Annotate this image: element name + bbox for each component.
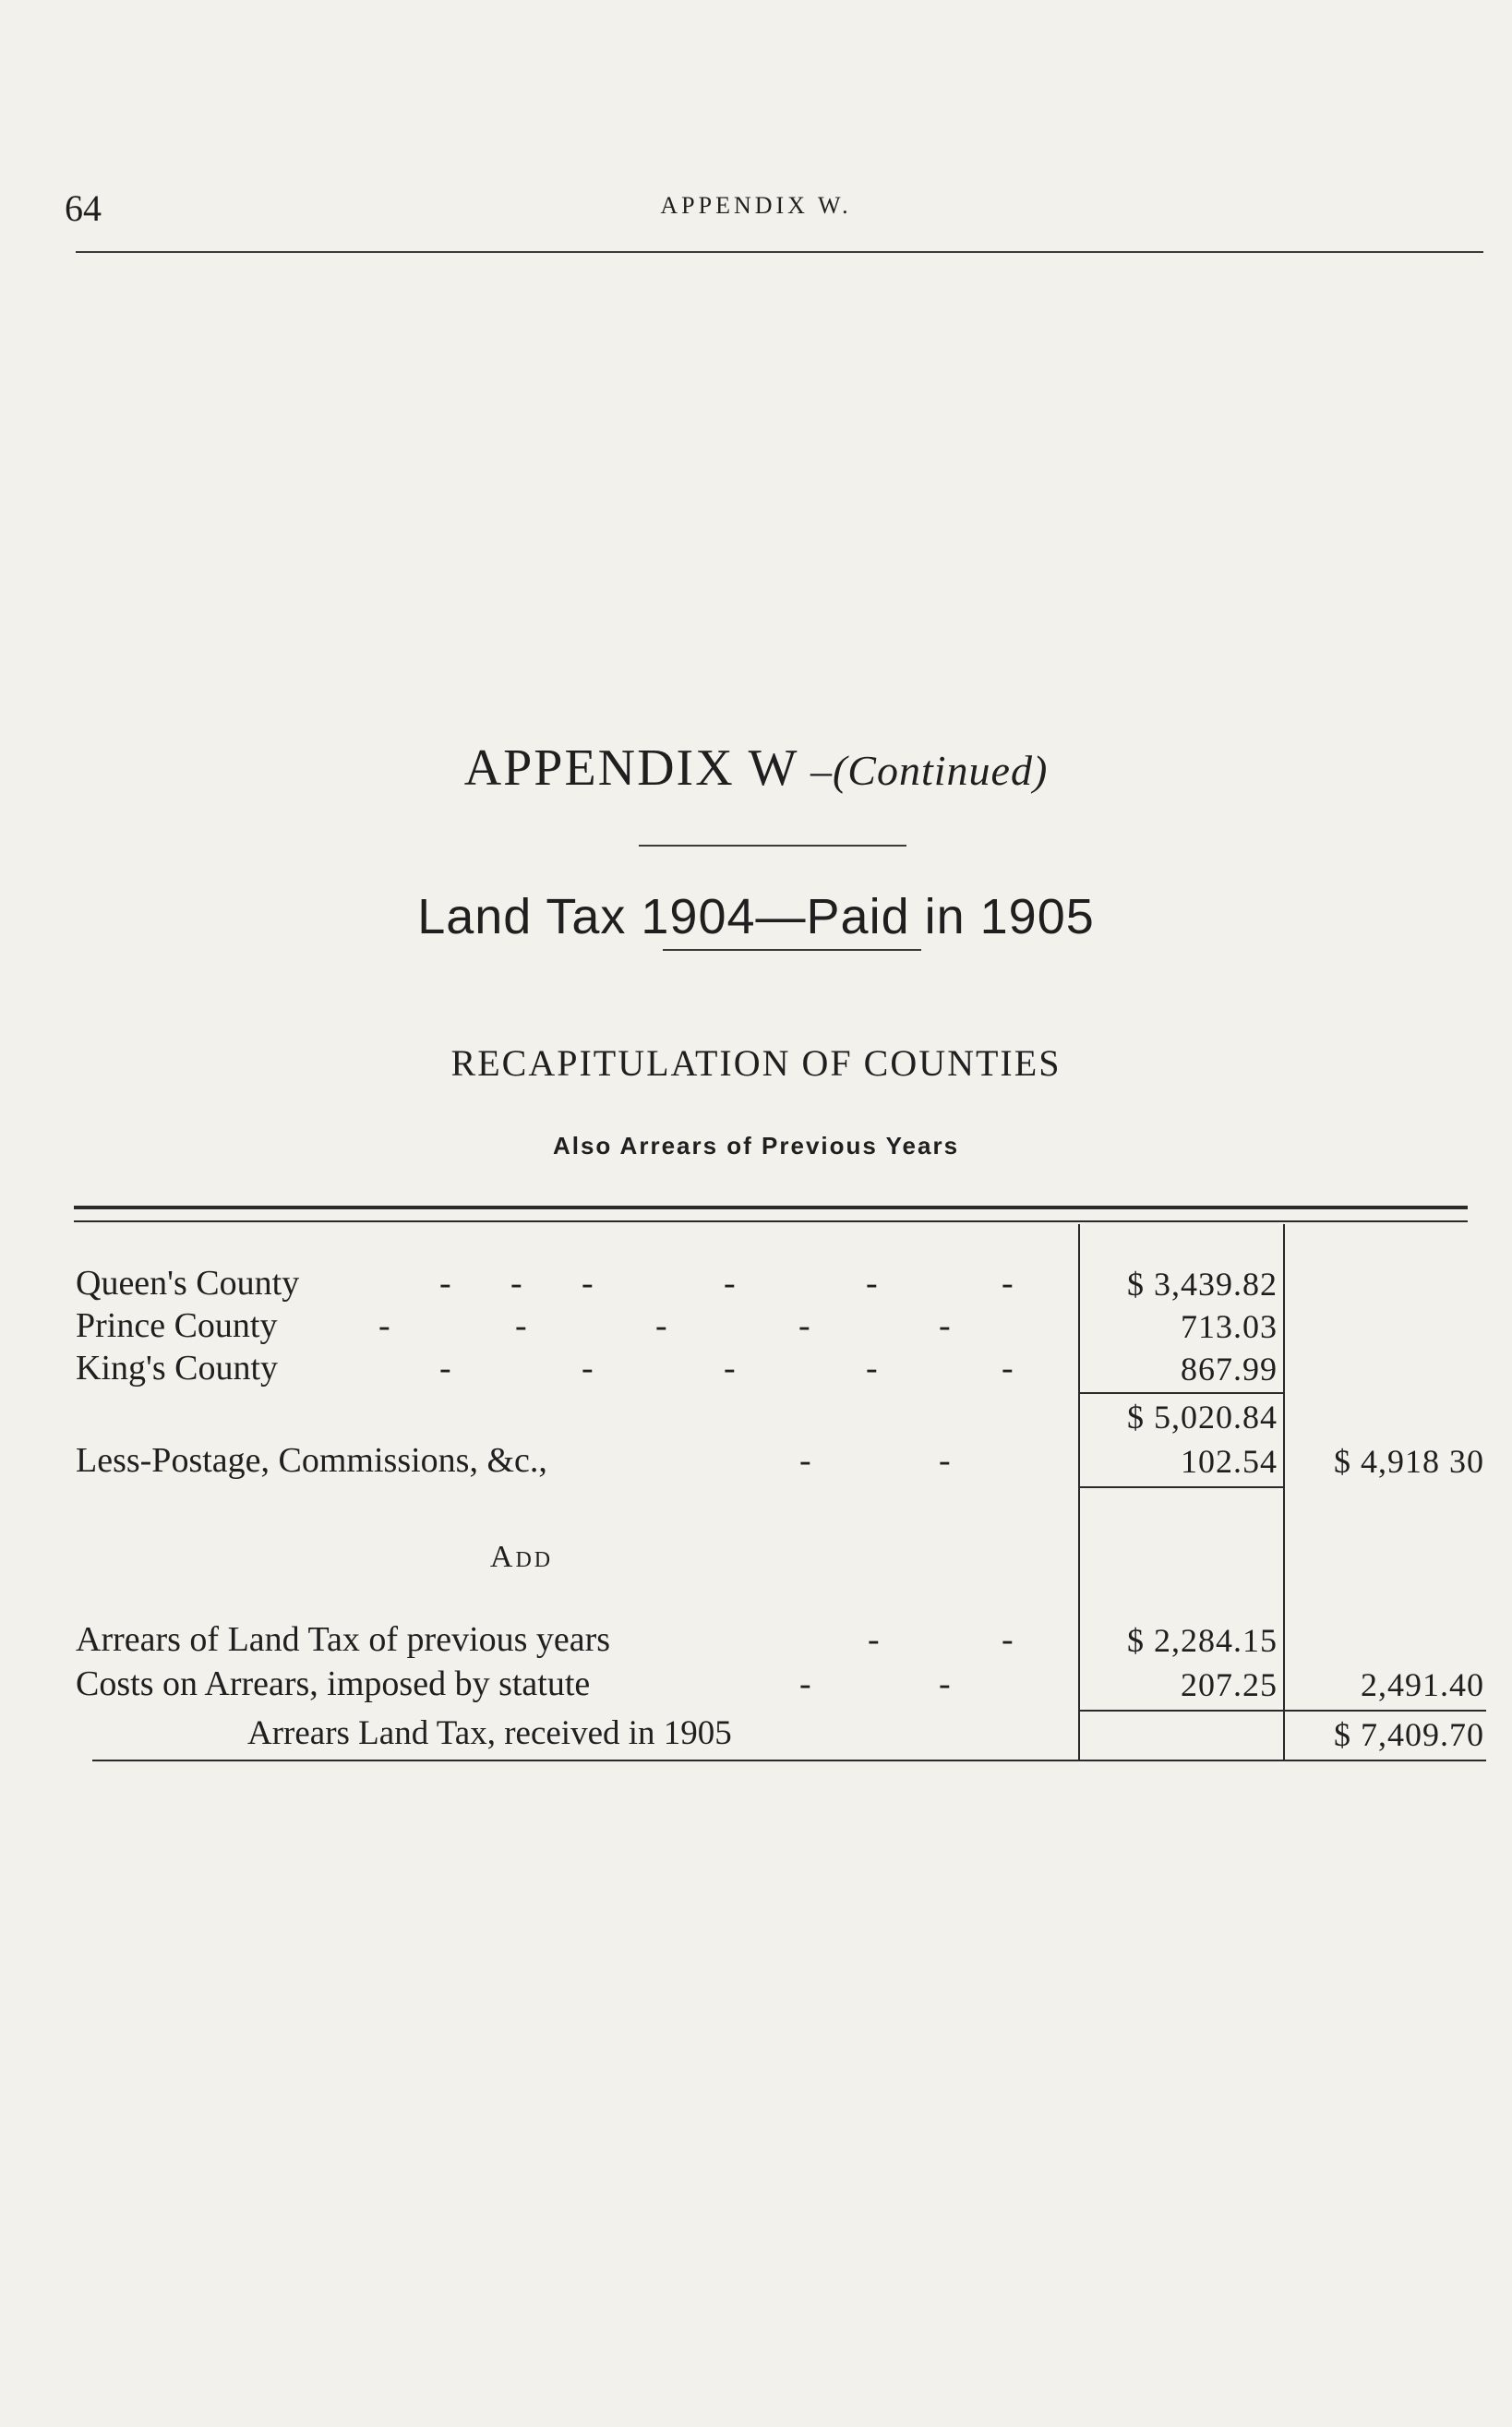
- row-kings-label: King's County: [76, 1349, 279, 1388]
- table-top-rule: [74, 1206, 1468, 1209]
- page-subtitle: Land Tax 1904—Paid in 1905: [417, 889, 1095, 944]
- leader-dash: -: [582, 1349, 594, 1388]
- add-heading: Add: [489, 1540, 554, 1574]
- row-queens-amount: $ 3,439.82: [1127, 1266, 1278, 1303]
- row-prince-amount: 713.03: [1181, 1308, 1278, 1345]
- row-total-label: Arrears Land Tax, received in 1905: [247, 1714, 732, 1752]
- appendix-title-continued: (Continued): [832, 747, 1049, 794]
- column-divider-2: [1283, 1224, 1285, 1760]
- leader-dash: -: [866, 1264, 878, 1303]
- leader-dash: -: [939, 1664, 951, 1703]
- less-rule: [1080, 1486, 1283, 1488]
- row-kings-amount: 867.99: [1181, 1351, 1278, 1388]
- row-costs-total: 2,491.40: [1361, 1666, 1484, 1703]
- leader-dash: -: [866, 1349, 878, 1388]
- leader-dash: -: [724, 1264, 736, 1303]
- row-arrears-label: Arrears of Land Tax of previous years: [76, 1620, 611, 1659]
- appendix-title: APPENDIX W –(Continued): [463, 739, 1049, 797]
- table-top-rule-thin: [74, 1220, 1468, 1222]
- leader-dash: -: [724, 1349, 736, 1388]
- row-prince-label: Prince County: [76, 1306, 278, 1345]
- leader-dash: -: [1002, 1620, 1014, 1659]
- column-divider-1: [1078, 1224, 1080, 1760]
- title-rule: [639, 845, 906, 847]
- row-less-amount: 102.54: [1181, 1443, 1278, 1480]
- arrears-rule: [1080, 1710, 1283, 1712]
- subtotal-rule: [1080, 1392, 1283, 1394]
- row-costs-label: Costs on Arrears, imposed by statute: [76, 1664, 591, 1703]
- grand-total-rule: [1285, 1710, 1486, 1712]
- subtotal-amount: $ 5,020.84: [1127, 1399, 1278, 1436]
- leader-dash: -: [439, 1264, 451, 1303]
- row-costs-amount: 207.25: [1181, 1666, 1278, 1703]
- leader-dash: -: [655, 1306, 667, 1345]
- section-title: RECAPITULATION OF COUNTIES: [450, 1042, 1062, 1084]
- page-number: 64: [65, 187, 102, 229]
- net-total-amount: $ 4,918 30: [1334, 1443, 1484, 1480]
- row-arrears-amount: $ 2,284.15: [1127, 1622, 1278, 1659]
- leader-dash: -: [510, 1264, 522, 1303]
- section-note: Also Arrears of Previous Years: [552, 1132, 960, 1159]
- leader-dash: -: [939, 1441, 951, 1480]
- leader-dash: -: [439, 1349, 451, 1388]
- leader-dash: -: [1002, 1349, 1014, 1388]
- appendix-title-main: APPENDIX W: [463, 739, 799, 797]
- leader-dash: -: [799, 1664, 811, 1703]
- grand-total-amount: $ 7,409.70: [1334, 1716, 1484, 1753]
- leader-dash: -: [798, 1306, 810, 1345]
- leader-dash: -: [515, 1306, 527, 1345]
- leader-dash: -: [1002, 1264, 1014, 1303]
- leader-dash: -: [799, 1441, 811, 1480]
- leader-dash: -: [378, 1306, 390, 1345]
- leader-dash: -: [868, 1620, 880, 1659]
- subtitle-rule: [663, 949, 921, 951]
- leader-dash: -: [582, 1264, 594, 1303]
- leader-dash: -: [939, 1306, 951, 1345]
- running-header: APPENDIX W.: [660, 192, 852, 219]
- table-bottom-rule: [92, 1760, 1486, 1761]
- header-rule: [76, 251, 1483, 253]
- row-queens-label: Queen's County: [76, 1264, 300, 1303]
- row-less-label: Less-Postage, Commissions, &c.,: [76, 1441, 547, 1480]
